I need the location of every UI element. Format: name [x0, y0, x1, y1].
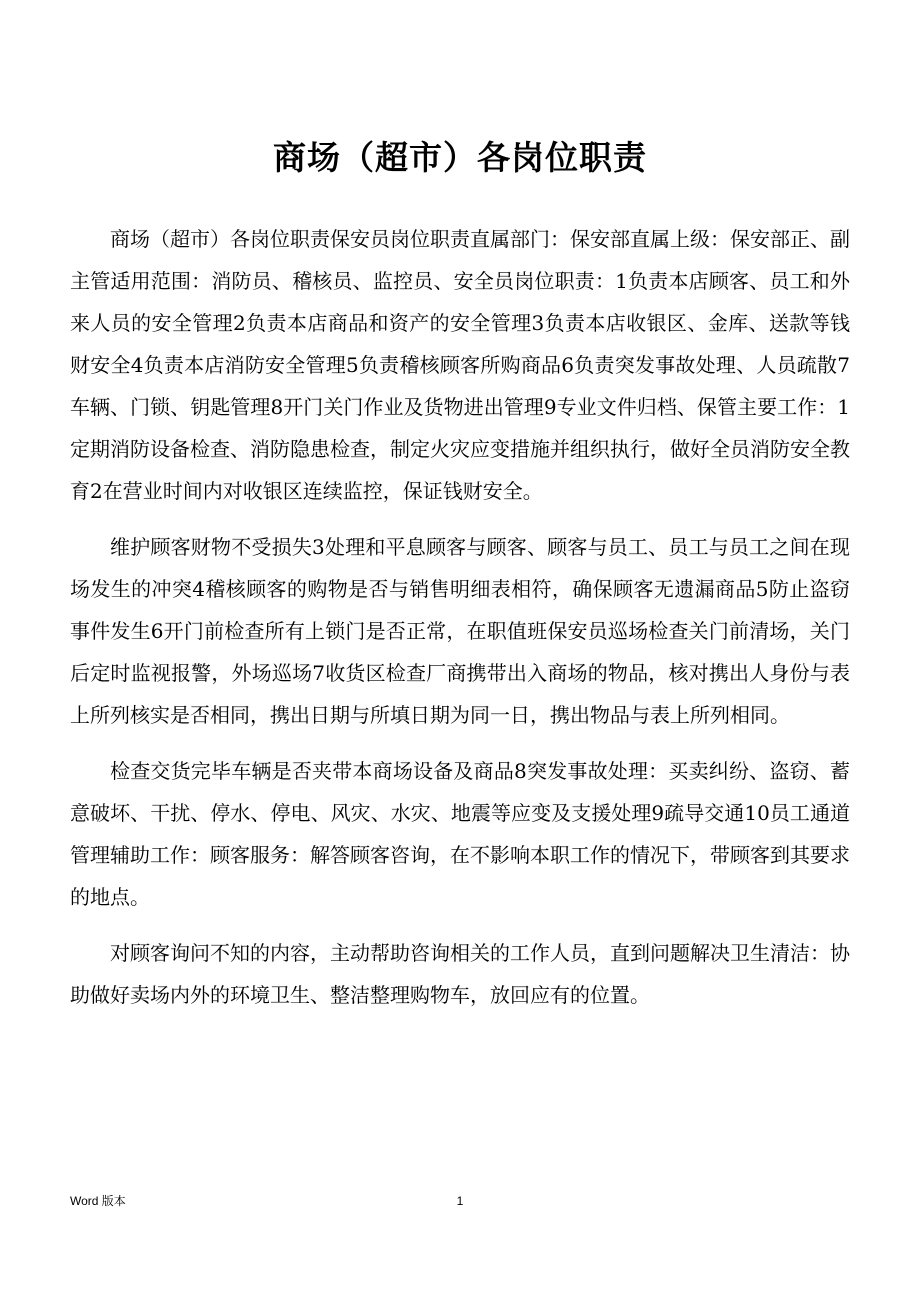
body-paragraph-2: 维护顾客财物不受损失3处理和平息顾客与顾客、顾客与员工、员工与员工之间在现场发生的冲突4稽核顾客的购物是否与销售明细表相符，确保顾客无遗漏商品5防止盗窃事件发生6开门前检查所有上锁门是否正常，在职值班保安员巡场检查关门前清场，关门后定时监视报警，外场巡场7收货区检查厂商携带出入商场的物品，核对携出人身份与表上所列核实是否相同，携出日期与所填日期为同一日，携出物品与表上所列相同。 — [70, 535, 850, 727]
document-body — [70, 218, 850, 1030]
footer-label: Word 版本 — [70, 1194, 126, 1208]
body-paragraph-3: 检查交货完毕车辆是否夹带本商场设备及商品8突发事故处理：买卖纠纷、盗窃、蓄意破坏、干扰、停水、停电、风灾、水灾、地震等应变及支援处理9疏导交通10员工通道管理辅助工作：顾客服务：解答顾客咨询，在不影响本职工作的情况下，带顾客到其要求的地点。 — [70, 759, 850, 909]
page-number: 1 — [456, 1194, 464, 1208]
document-title: 商场（超市）各岗位职责 — [273, 138, 647, 177]
body-paragraph-4: 对顾客询问不知的内容，主动帮助咨询相关的工作人员，直到问题解决卫生清洁：协助做好卖场内外的环境卫生、整洁整理购物车，放回应有的位置。 — [70, 941, 850, 1007]
body-paragraph-1: 商场（超市）各岗位职责保安员岗位职责直属部门：保安部直属上级：保安部正、副主管适用范围：消防员、稽核员、监控员、安全员岗位职责：1负责本店顾客、员工和外来人员的安全管理2负责本店商品和资产的安全管理3负责本店收银区、金库、送款等钱财安全4负责本店消防安全管理5负责稽核顾客所购商品6负责突发事故处理、人员疏散7车辆、门锁、钥匙管理8开门关门作业及货物进出管理9专业文件归档、保管主要工作：1定期消防设备检查、消防隐患检查，制定火灾应变措施并组织执行，做好全员消防安全教育2在营业时间内对收银区连续监控，保证钱财安全。 — [70, 227, 850, 503]
